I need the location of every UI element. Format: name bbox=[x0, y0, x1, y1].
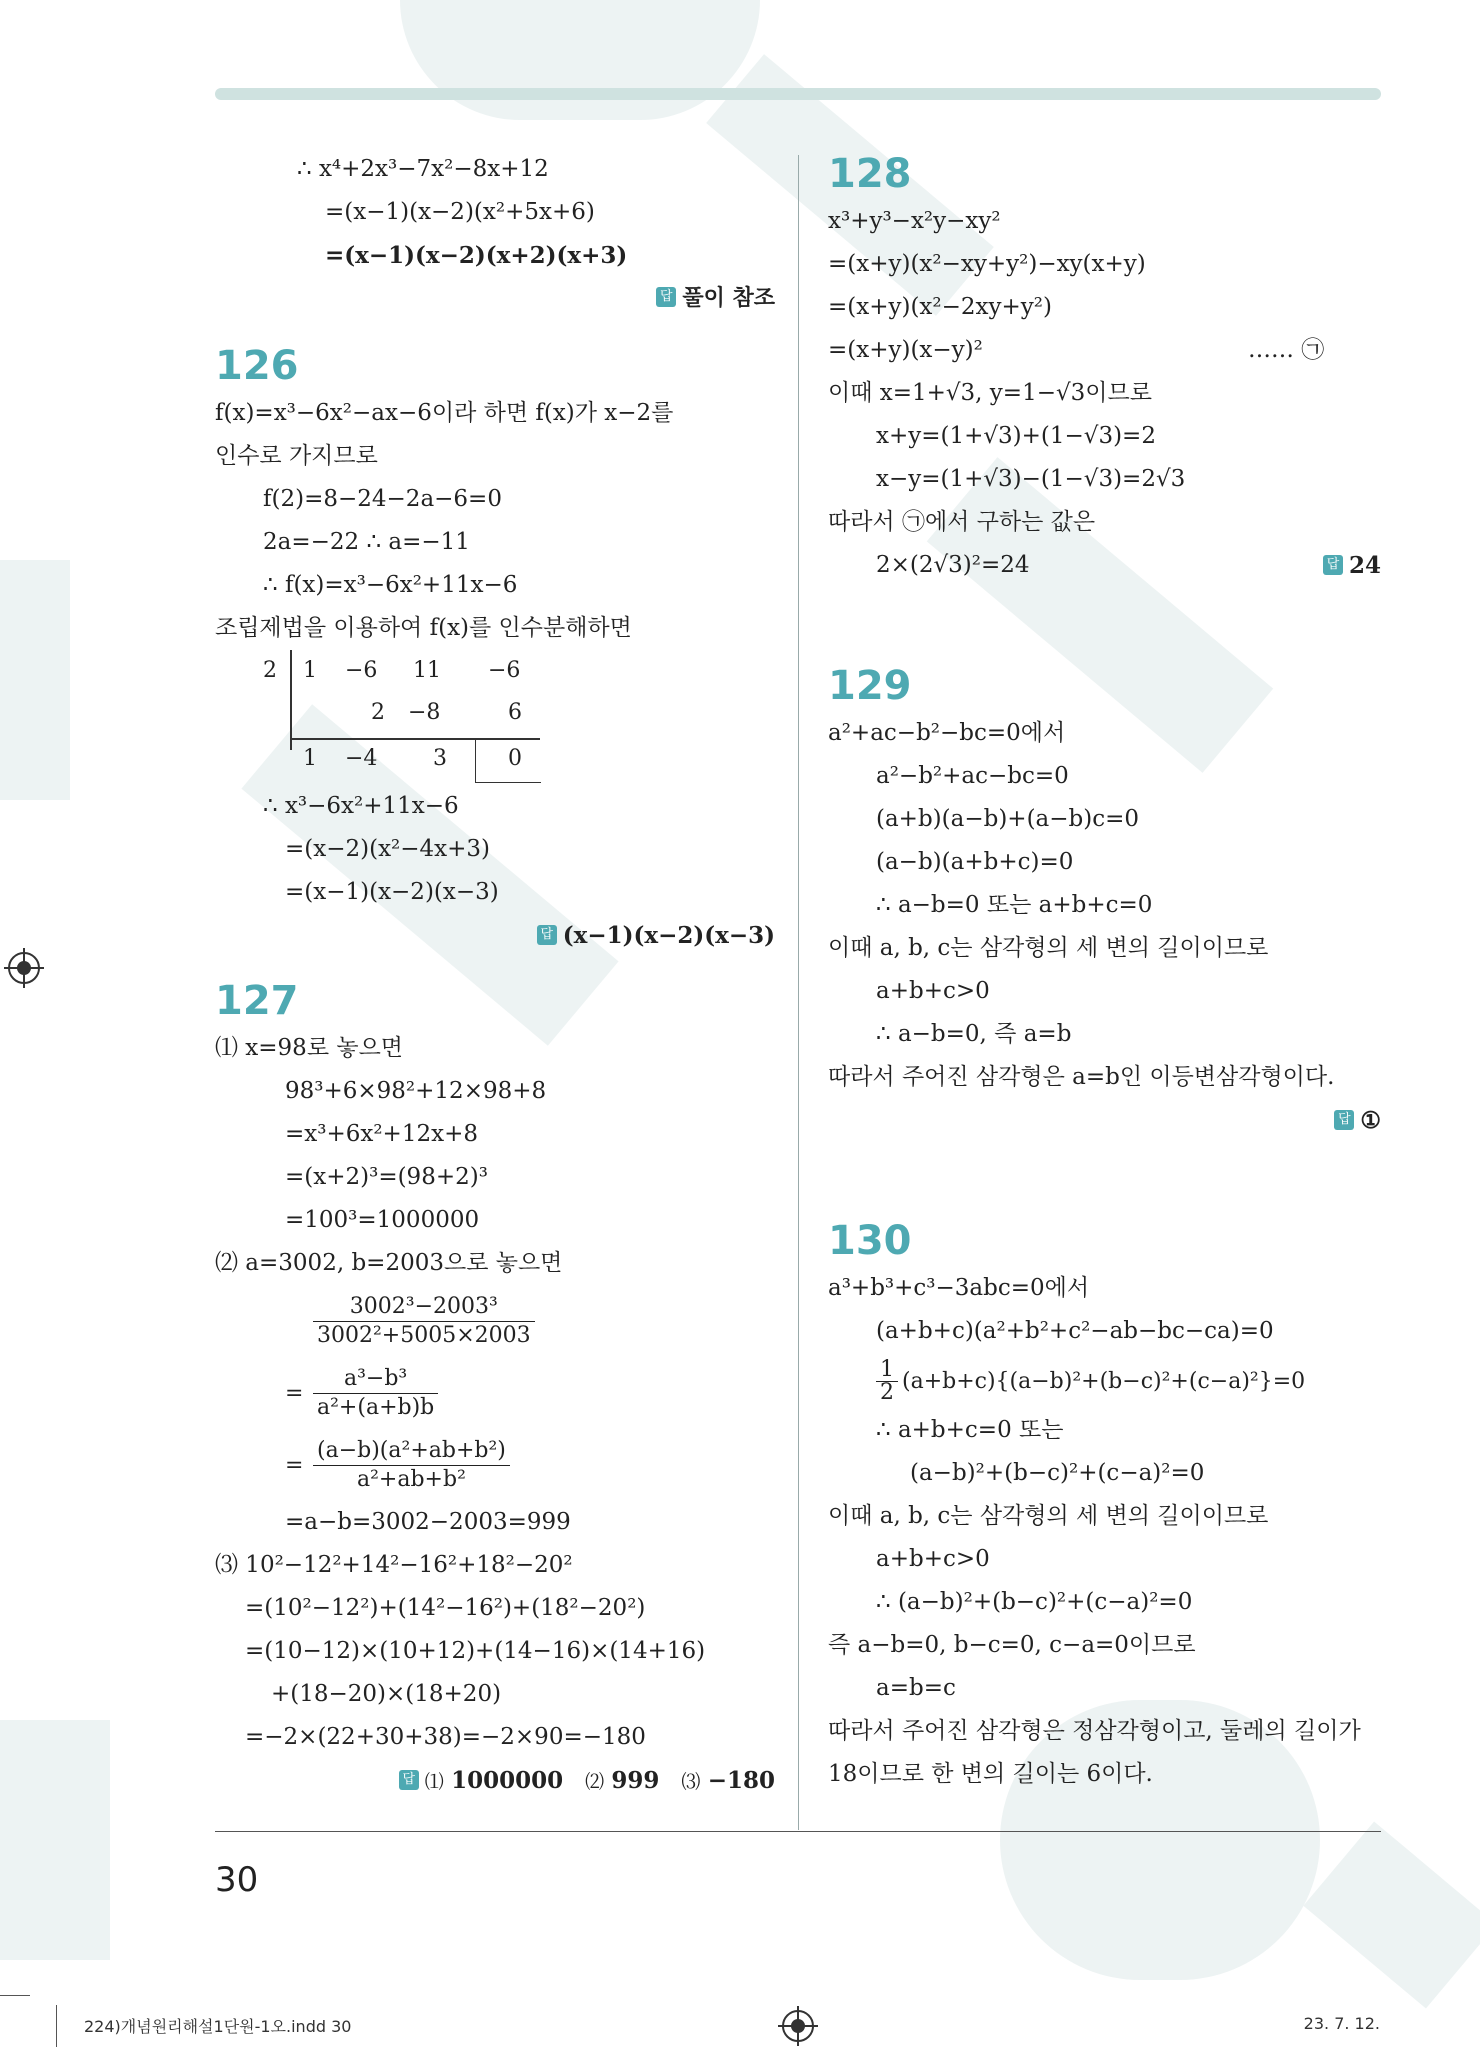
math-line: 98³+6×98²+12×98+8 bbox=[285, 1078, 547, 1104]
answer-text: 999 bbox=[611, 1767, 660, 1794]
answer-text: 24 bbox=[1348, 552, 1381, 579]
math-line: ∴ a−b=0 또는 a+b+c=0 bbox=[876, 892, 1153, 918]
fraction-line: = $\frac{\text{a³−b³}}{\text{a²+(a+b)b}}$ bbox=[215, 1357, 775, 1429]
synthetic-division bbox=[263, 650, 775, 785]
crop-mark bbox=[0, 1995, 30, 1996]
text-line: f(x)=x³−6x²−ax−6이라 하면 f(x)가 x−2를 bbox=[215, 400, 674, 426]
math-line: x−y=(1+√3)−(1−√3)=2√3 bbox=[876, 466, 1186, 492]
crop-mark bbox=[56, 2005, 57, 2047]
fraction bbox=[313, 1293, 535, 1350]
math-line: =(x−2)(x²−4x+3) bbox=[285, 836, 491, 862]
answer-badge: 답 bbox=[1323, 555, 1343, 575]
problem-number: 130 bbox=[828, 1218, 912, 1264]
math-line: (a+b+c)(a²+b²+c²−ab−bc−ca)=0 bbox=[876, 1318, 1274, 1344]
math-line: +(18−20)×(18+20) bbox=[271, 1681, 502, 1707]
problem-130 bbox=[828, 1215, 1381, 1796]
math-line: (a−b)(a+b+c)=0 bbox=[876, 849, 1074, 875]
column-divider bbox=[798, 155, 799, 1830]
math-line: =(x−1)(x−2)(x+2)(x+3) bbox=[325, 242, 628, 269]
text-line: 따라서 주어진 삼각형은 a=b인 이등변삼각형이다. bbox=[828, 1064, 1335, 1090]
coef: −6 bbox=[488, 658, 521, 683]
continued-solution bbox=[215, 148, 775, 320]
divisor: 2 bbox=[263, 658, 277, 683]
answer-label: ⑵ bbox=[585, 1771, 605, 1793]
math-line: ∴ x⁴+2x³−7x²−8x+12 bbox=[297, 156, 549, 182]
fraction bbox=[876, 1356, 898, 1405]
fraction-line bbox=[215, 1285, 775, 1357]
math-line: 2a=−22 ∴ a=−11 bbox=[263, 529, 470, 555]
denominator: 3002²+5005×2003 bbox=[317, 1322, 531, 1348]
math-line bbox=[828, 329, 1381, 372]
answer-text: ① bbox=[1360, 1107, 1381, 1134]
text-line: 즉 a−b=0, b−c=0, c−a=0이므로 bbox=[828, 1632, 1196, 1658]
answer-text: (x−1)(x−2)(x−3) bbox=[562, 922, 775, 949]
file-label: 224)개념원리해설1단원-1오.indd 30 bbox=[84, 2017, 352, 2036]
equation-marker: …… ㉠ bbox=[1248, 337, 1325, 363]
answer-line bbox=[215, 1759, 775, 1802]
coef: 11 bbox=[413, 658, 441, 683]
print-date: 23. 7. 12. bbox=[1303, 2014, 1380, 2033]
math-line: a+b+c>0 bbox=[876, 1546, 990, 1572]
math-line: =(x+y)(x²−2xy+y²) bbox=[828, 294, 1052, 320]
text-line: 따라서 주어진 삼각형은 정삼각형이고, 둘레의 길이가 bbox=[828, 1718, 1361, 1744]
coef: 6 bbox=[508, 700, 522, 725]
registration-mark-icon bbox=[782, 2010, 814, 2042]
math-line: a²−b²+ac−bc=0 bbox=[876, 763, 1069, 789]
math-text: 2×(2√3)²=24 bbox=[876, 552, 1030, 578]
text-line: ⑵ a=3002, b=2003으로 놓으면 bbox=[215, 1250, 563, 1276]
fraction-line bbox=[828, 1353, 1381, 1409]
math-line: =(10²−12²)+(14²−16²)+(18²−20²) bbox=[245, 1595, 646, 1621]
coef: −6 bbox=[345, 658, 378, 683]
numerator: 1 bbox=[876, 1359, 898, 1382]
answer-badge: 답 bbox=[656, 287, 676, 307]
footer-rule bbox=[215, 1831, 1381, 1832]
math-line: =(10−12)×(10+12)+(14−16)×(14+16) bbox=[245, 1638, 706, 1664]
answer-badge: 답 bbox=[537, 925, 557, 945]
fraction-line: = $\frac{\text{(a−b)(a²+ab+b²)}}{\text{a²+ab+b²}}$ bbox=[215, 1429, 775, 1501]
math-line: ∴ f(x)=x³−6x²+11x−6 bbox=[263, 572, 518, 598]
problem-number: 127 bbox=[215, 978, 299, 1024]
coef: −4 bbox=[345, 746, 378, 771]
coef: 1 bbox=[303, 658, 317, 683]
fraction bbox=[313, 1437, 510, 1494]
text-line: 조립제법을 이용하여 f(x)를 인수분해하면 bbox=[215, 615, 632, 641]
problem-number: 128 bbox=[828, 151, 912, 197]
answer-badge: 답 bbox=[1334, 1110, 1354, 1130]
problem-128 bbox=[828, 148, 1381, 587]
header-bar bbox=[215, 88, 1381, 100]
math-line: x³+y³−x²y−xy² bbox=[828, 208, 1001, 234]
math-line: =(x+y)(x²−xy+y²)−xy(x+y) bbox=[828, 251, 1146, 277]
math-line: a+b+c>0 bbox=[876, 978, 990, 1004]
answer-line bbox=[215, 277, 775, 320]
problem-126 bbox=[215, 340, 775, 957]
problem-number: 126 bbox=[215, 343, 299, 389]
answer-line bbox=[215, 914, 775, 957]
math-line: ∴ (a−b)²+(b−c)²+(c−a)²=0 bbox=[876, 1589, 1193, 1615]
answer-text: −180 bbox=[707, 1767, 775, 1794]
coef: 3 bbox=[433, 746, 447, 771]
fraction bbox=[313, 1365, 438, 1422]
coef: −8 bbox=[408, 700, 441, 725]
numerator: 3002³−2003³ bbox=[313, 1293, 535, 1322]
coef: 0 bbox=[508, 746, 522, 771]
watermark-shape bbox=[400, 0, 760, 120]
answer-line bbox=[828, 1099, 1381, 1142]
math-line: =(x+2)³=(98+2)³ bbox=[285, 1164, 488, 1190]
math-line bbox=[828, 544, 1381, 587]
math-line: a²+ac−b²−bc=0에서 bbox=[828, 720, 1066, 746]
math-line: f(2)=8−24−2a−6=0 bbox=[263, 486, 502, 512]
denominator: a²+ab+b² bbox=[356, 1466, 466, 1492]
page-number: 30 bbox=[215, 1860, 259, 1900]
math-line: (a−b)²+(b−c)²+(c−a)²=0 bbox=[910, 1460, 1205, 1486]
math-line: (a+b)(a−b)+(a−b)c=0 bbox=[876, 806, 1140, 832]
math-line: a=b=c bbox=[876, 1675, 956, 1701]
text-line: 이때 x=1+√3, y=1−√3이므로 bbox=[828, 380, 1152, 406]
numerator: a³−b³ bbox=[313, 1365, 438, 1394]
text-line: 이때 a, b, c는 삼각형의 세 변의 길이이므로 bbox=[828, 1503, 1269, 1529]
watermark-shape bbox=[0, 560, 70, 800]
text-line: 이때 a, b, c는 삼각형의 세 변의 길이이므로 bbox=[828, 935, 1269, 961]
math-line: a³+b³+c³−3abc=0에서 bbox=[828, 1275, 1090, 1301]
coef: 2 bbox=[371, 700, 385, 725]
coef: 1 bbox=[303, 746, 317, 771]
watermark-shape bbox=[1303, 1821, 1480, 2008]
answer-badge: 답 bbox=[399, 1770, 419, 1790]
numerator: (a−b)(a²+ab+b²) bbox=[313, 1437, 510, 1466]
math-line: ∴ a+b+c=0 또는 bbox=[876, 1417, 1064, 1443]
math-line: =(x−1)(x−2)(x−3) bbox=[285, 879, 499, 905]
math-line: =100³=1000000 bbox=[285, 1207, 480, 1233]
problem-number: 129 bbox=[828, 663, 912, 709]
watermark-shape bbox=[0, 1720, 110, 1960]
answer-label: ⑴ bbox=[424, 1771, 444, 1793]
answer-text: 1000000 bbox=[451, 1767, 564, 1794]
math-line: ∴ a−b=0, 즉 a=b bbox=[876, 1021, 1072, 1047]
math-line: =a−b=3002−2003=999 bbox=[285, 1509, 571, 1535]
math-text: (a+b+c){(a−b)²+(b−c)²+(c−a)²}=0 bbox=[902, 1368, 1306, 1394]
math-line: =−2×(22+30+38)=−2×90=−180 bbox=[245, 1724, 646, 1750]
math-line: ⑶ 10²−12²+14²−16²+18²−20² bbox=[215, 1552, 573, 1578]
text-line: 따라서 ㉠에서 구하는 값은 bbox=[828, 509, 1096, 535]
denominator: a²+(a+b)b bbox=[317, 1394, 435, 1420]
denominator: 2 bbox=[880, 1379, 894, 1405]
answer-line bbox=[1323, 544, 1381, 588]
problem-129 bbox=[828, 660, 1381, 1142]
text-line: 인수로 가지므로 bbox=[215, 443, 378, 469]
text-line: 18이므로 한 변의 길이는 6이다. bbox=[828, 1761, 1153, 1787]
answer-label: ⑶ bbox=[681, 1771, 701, 1793]
math-line: ∴ x³−6x²+11x−6 bbox=[263, 793, 459, 819]
registration-mark-icon bbox=[8, 952, 40, 984]
math-line: =x³+6x²+12x+8 bbox=[285, 1121, 478, 1147]
math-line: =(x−1)(x−2)(x²+5x+6) bbox=[325, 199, 595, 225]
problem-127 bbox=[215, 975, 775, 1802]
math-text: =(x+y)(x−y)² bbox=[828, 337, 983, 363]
answer-text: 풀이 참조 bbox=[682, 286, 775, 311]
math-line: x+y=(1+√3)+(1−√3)=2 bbox=[876, 423, 1156, 449]
text-line: ⑴ x=98로 놓으면 bbox=[215, 1035, 404, 1061]
